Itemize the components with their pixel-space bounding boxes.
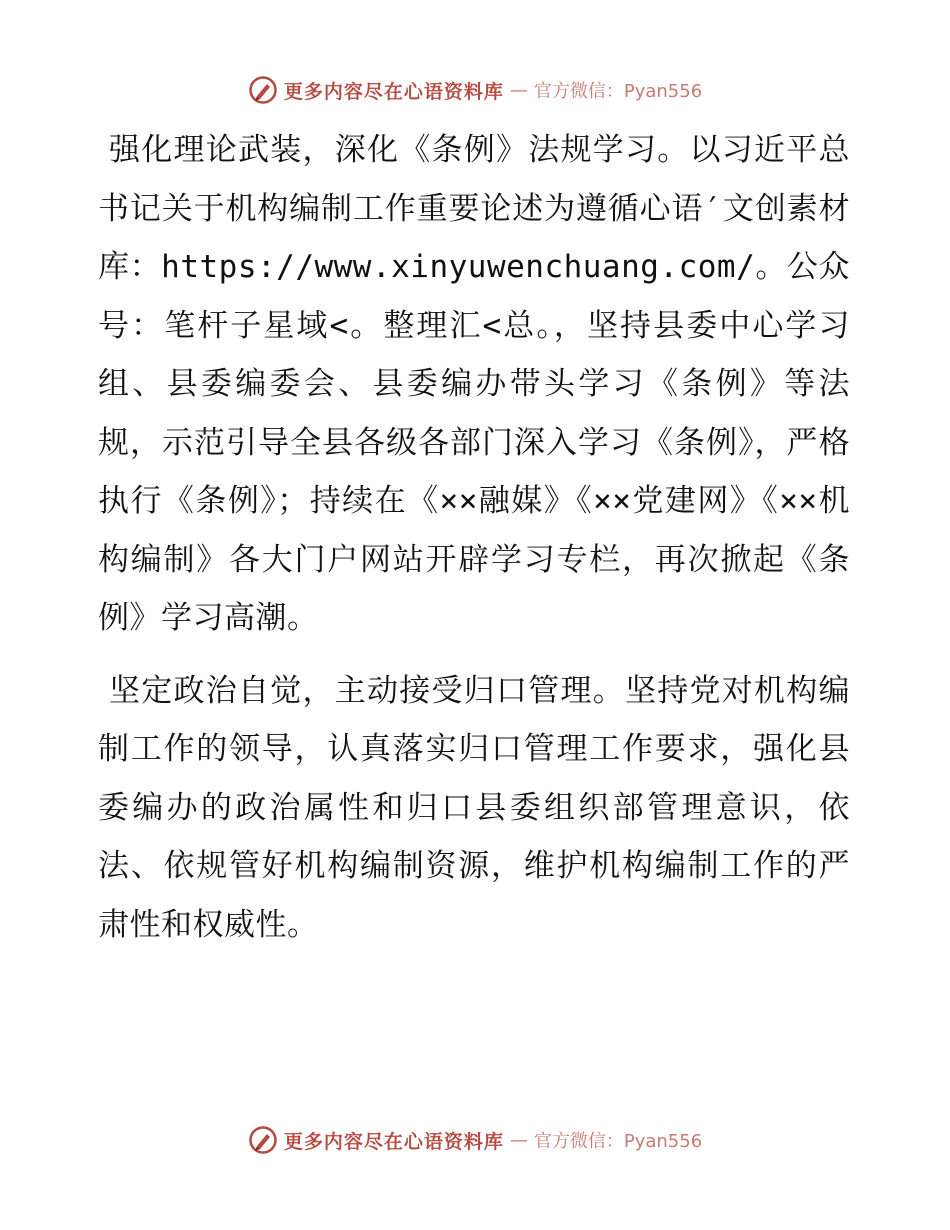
footer-banner-separator: — xyxy=(509,1129,528,1151)
header-banner xyxy=(0,70,950,110)
footer-banner-contact: 官方微信：Pyan556 xyxy=(533,1131,703,1152)
paragraph: 坚定政治自觉，主动接受归口管理。坚持党对机构编制工作的领导，认真落实归口管理工作要求，强化县委编办的政治属性和归口县委组织部管理意识，依法、依规管好机构编制资源，维护机构编制工作的严肃性和权威性。 xyxy=(98,672,850,943)
header-banner-separator: — xyxy=(509,79,528,101)
document-body xyxy=(98,121,850,954)
footer-banner xyxy=(0,1120,950,1160)
pen-logo-icon xyxy=(248,1125,278,1155)
pen-logo-icon xyxy=(248,75,278,105)
paragraph: 强化理论武装，深化《条例》法规学习。以习近平总书记关于机构编制工作重要论述为遵循心语′文创素材库：https://www.xinyuwenchuang.com/。公众号：笔杆子星域<。整理汇<总。，坚持县委中心学习组、县委编委会、县委编办带头学习《条例》等法规，示范引导全县各级各部门深入学习《条例》，严格执行《条例》；持续在《××融媒》《××党建网》《××机构编制》各大门户网站开辟学习专栏，再次掀起《条例》学习高潮。 xyxy=(98,132,850,636)
header-banner-text: 更多内容尽在心语资料库 xyxy=(283,80,504,103)
header-banner-contact: 官方微信：Pyan556 xyxy=(533,81,703,102)
footer-banner-text: 更多内容尽在心语资料库 xyxy=(283,1130,504,1153)
